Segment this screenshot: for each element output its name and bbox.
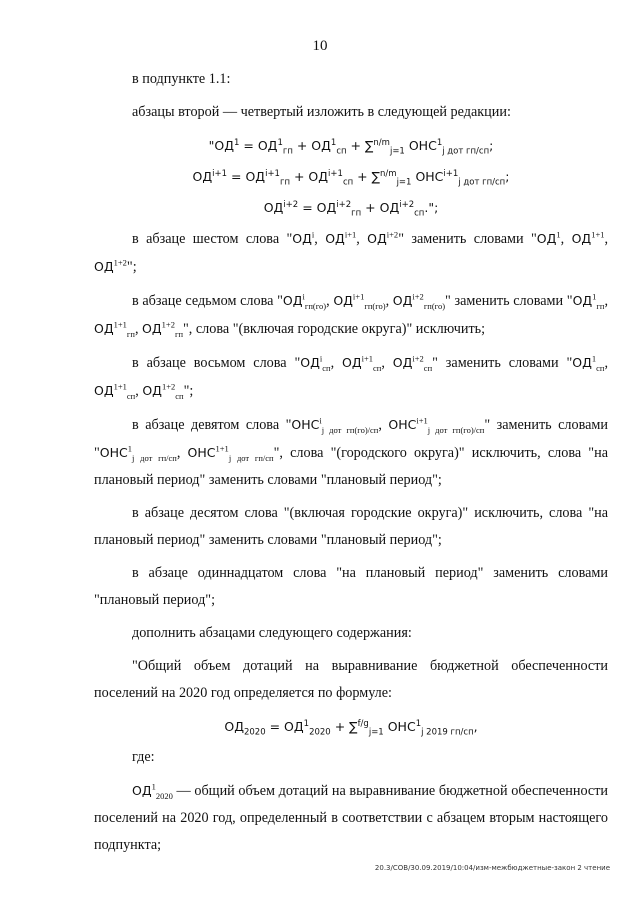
- page-number: 10: [312, 38, 328, 54]
- paragraph-add: дополнить абзацами следующего содержания:: [132, 625, 412, 641]
- paragraph-definition: $ОД^1_{2020}$ — общий объем дотаций на выравнивание бюджетной обеспеченности поселений на 2020 год, определенный в соответствии с абзацем вторым настоящего подпункта;: [94, 781, 608, 853]
- formula-1: "$ОД^1 = ОД^1_{гп} + ОД^1_{сп} + \sum^{n/m}_{j=1}$ $ОНС^1_{j дот гп/сп}$;: [208, 137, 494, 157]
- formula-2: $ОД^{i+1} = ОД^{i+1}_{гп} + ОД^{i+1}_{сп} + \sum^{n/m}_{j=1}$ $ОНС^{i+1}_{j дот гп/сп}$;: [192, 168, 510, 188]
- document-footer: 20.3/СОВ/30.09.2019/10:04/изм-межбюджетные-закон 2 чтение: [374, 864, 610, 872]
- paragraph-intro-1: в подпункте 1.1:: [132, 71, 231, 87]
- paragraph-amend-7: в абзаце седьмом слова "$ОД^i_{гп(го)}$, $ОД^{i+1}_{гп(го)}$, $ОД^{i+2}_{гп(го)}$" заменить словами "$ОД^1_{гп}$, $ОД^{1+1}_{гп}$, $ОД^{1+2}_{гп}$", слова "(включая городские округа)" исключить;: [94, 291, 609, 339]
- paragraph-amend-6: в абзаце шестом слова "$ОД^i$, $ОД^{i+1}$, $ОД^{i+2}$" заменить словами "$ОД^1$, $ОД^{1+1}$, $ОД^{1+2}$";: [94, 229, 609, 275]
- paragraph-amend-11: в абзаце одиннадцатом слова "на плановый период" заменить словами "плановый период";: [94, 565, 608, 608]
- formula-3: $ОД^{i+2} = ОД^{i+2}_{гп} + ОД^{i+2}_{сп}$.";: [263, 199, 439, 219]
- document-body: [94, 66, 608, 865]
- paragraph-where: где:: [132, 749, 155, 765]
- paragraph-total-volume: "Общий объем дотаций на выравнивание бюджетной обеспеченности поселений на 2020 год определяется по формуле:: [94, 658, 608, 701]
- paragraph-intro-2: абзацы второй — четвертый изложить в следующей редакции:: [132, 104, 511, 120]
- paragraph-amend-8: в абзаце восьмом слова "$ОД^i_{сп}$, $ОД^{i+1}_{сп}$, $ОД^{i+2}_{сп}$" заменить словами "$ОД^1_{сп}$, $ОД^{1+1}_{сп}$, $ОД^{1+2}_{сп}$";: [94, 353, 608, 401]
- paragraph-amend-9: в абзаце девятом слова "$ОНС^i_{j дот гп(го)/сп}$, $ОНС^{i+1}_{j дот гп(го)/сп}$" заменить словами "$ОНС^1_{j дот гп/сп}$, $ОНС^{1+1}_{j дот гп/сп}$", слова "(городского округа)" исключить, слова "на плановый период" заменить словами "плановый период";: [94, 415, 608, 488]
- paragraph-amend-10: в абзаце десятом слова "(включая городские округа)" исключить, слова "на плановый период" заменить словами "плановый период";: [94, 505, 608, 548]
- formula-4: $ОД_{2020} = ОД^1_{2020} + \sum^{f/g}_{j=1}$ $ОНС^1_{j 2019 гп/сп}$,: [224, 718, 478, 738]
